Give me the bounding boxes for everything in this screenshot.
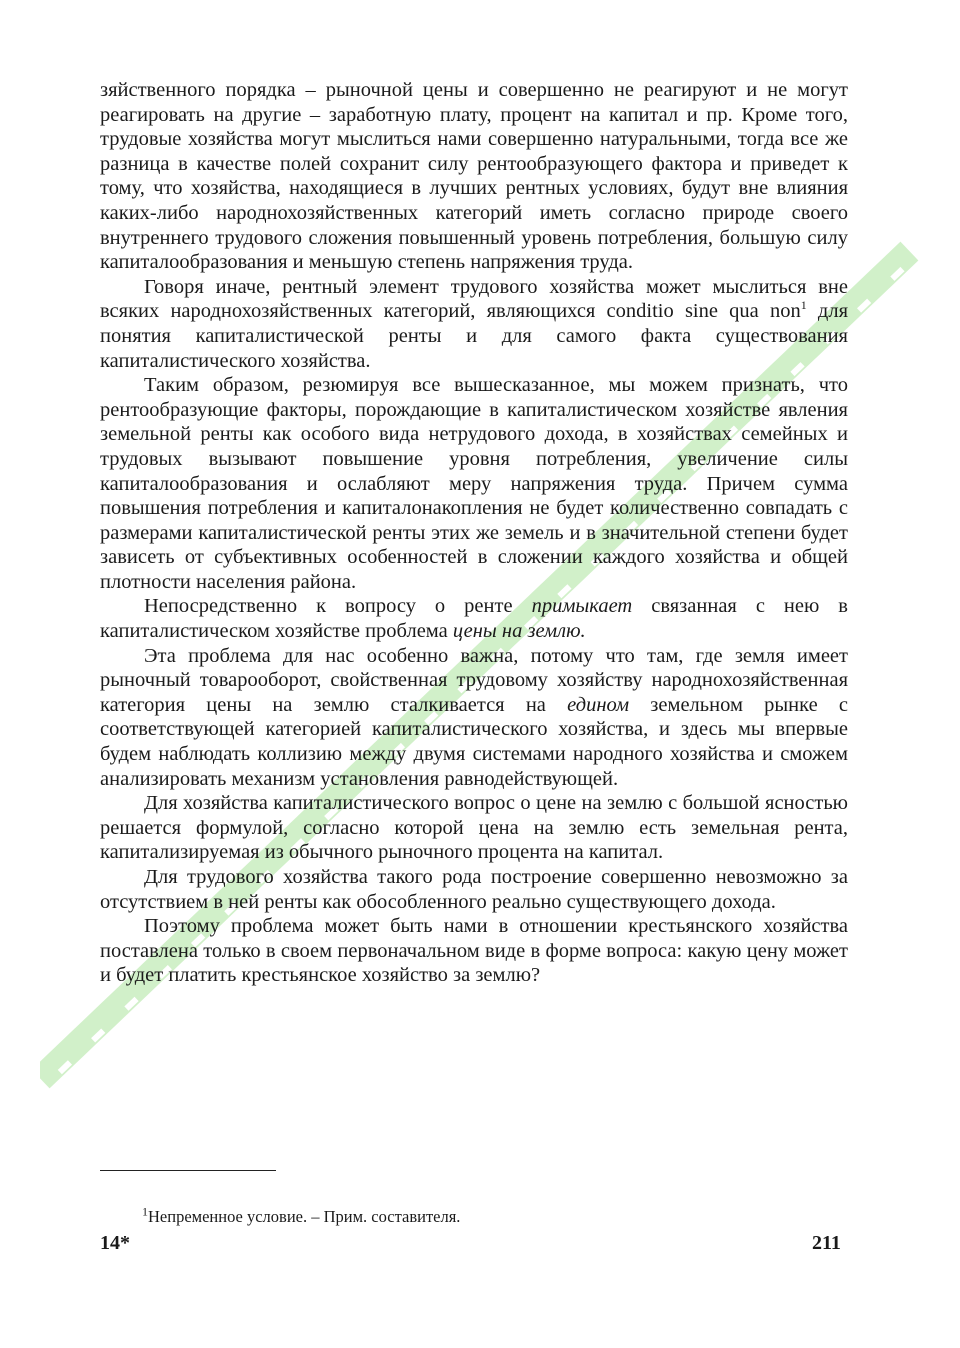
footnote	[142, 1204, 461, 1227]
paragraph	[100, 594, 848, 643]
paragraph-text: Говоря иначе, рентный элемент трудового хозяйства может мыслиться вне всяких народнохозяйственных категорий, являющихся conditio sine qua non	[100, 275, 848, 323]
paragraph-text: земельном рынке с соответствующей категорией капиталистического хозяйства, и здесь мы впервые будем наблюдать коллизию между двумя системами народного хозяйства и сможем анализировать механизм установления равнодействующей.	[100, 693, 848, 790]
paragraph-text: Поэтому проблема может быть нами в отношении крестьянского хозяйства поставлена только в своем первоначальном виде в форме вопроса: какую цену может и будет платить крестьянское хозяйство за землю?	[100, 915, 848, 987]
paragraph	[100, 791, 848, 865]
footnote-text: Непременное условие. – Прим. составителя.	[148, 1207, 461, 1226]
paragraph	[100, 373, 848, 594]
paragraph-text: Для хозяйства капиталистического вопрос о цене на землю с большой ясностью решается формулой, согласно которой цена на землю есть земельная рента, капитализируемая из обычного рыночного процента на капитал.	[100, 792, 848, 864]
paragraph	[100, 914, 848, 988]
paragraph-text: Непосредственно к вопросу о ренте	[144, 595, 532, 618]
emphasis-text: едином	[567, 693, 630, 716]
printer-signature: 14*	[100, 1232, 130, 1254]
paragraph-text: Таким образом, резюмируя все вышесказанное, мы можем признать, что рентообразующие факторы, порождающие в капиталистическом хозяйстве явления земельной ренты как особого вида нетрудового дохода, в хозяйствах семейных и трудовых вызывают повышение уровня потребления, увеличение силы капиталообразования и ослабляют меру напряжения труда. Причем сумма повышения потребления и капиталонакопления не будет количественно совпадать с размерами капиталистической ренты этих же земель и в значительной степени будет зависеть от субъективных особенностей в сложении каждого хозяйства и общей плотности населения района.	[100, 374, 848, 593]
footnote-rule	[100, 1170, 276, 1171]
emphasis-text: примыкает	[531, 595, 633, 618]
paragraph	[100, 275, 848, 373]
paragraph	[100, 78, 848, 275]
footnote-marker: 1	[142, 1204, 148, 1219]
footnote-reference: 1	[800, 298, 807, 313]
paragraph-text: для понятия капиталистической ренты и для самого факта существования капиталистического хозяйства.	[100, 300, 849, 372]
paragraph-text: Для трудового хозяйства такого рода построение совершенно невозможно за отсутствием в ней ренты как обособленного реально существующего дохода.	[100, 866, 848, 913]
paragraph	[100, 865, 848, 914]
emphasis-text: цены на землю.	[452, 620, 586, 643]
paragraph-text: связанная с нею в капиталистическом хозяйстве проблема	[100, 595, 848, 643]
paragraph	[100, 644, 848, 792]
page-body	[100, 78, 848, 988]
paragraph-text: зяйственного порядка – рыночной цены и совершенно не реагируют и не могут реагировать на другие – заработную плату, процент на капитал и пр. Кроме того, трудовые хозяйства могут мыслиться нами совершенно натуральными, тогда все же разница в качестве полей сохранит силу рентообразующего фактора и приведет к тому, что хозяйства, находящиеся в лучших рентных условиях, будут вне влияния каких-либо народнохозяйственных категорий иметь согласно природе своего внутреннего трудового сложения повышенный уровень потребления, большую силу капиталообразования и меньшую степень напряжения труда.	[100, 79, 848, 274]
paragraph-text: Эта проблема для нас особенно важна, потому что там, где земля имеет рыночный товарооборот, свойственная трудовому хозяйству народнохозяйственная категория цены на землю сталкивается на	[100, 644, 848, 716]
page-number: 211	[812, 1232, 841, 1254]
